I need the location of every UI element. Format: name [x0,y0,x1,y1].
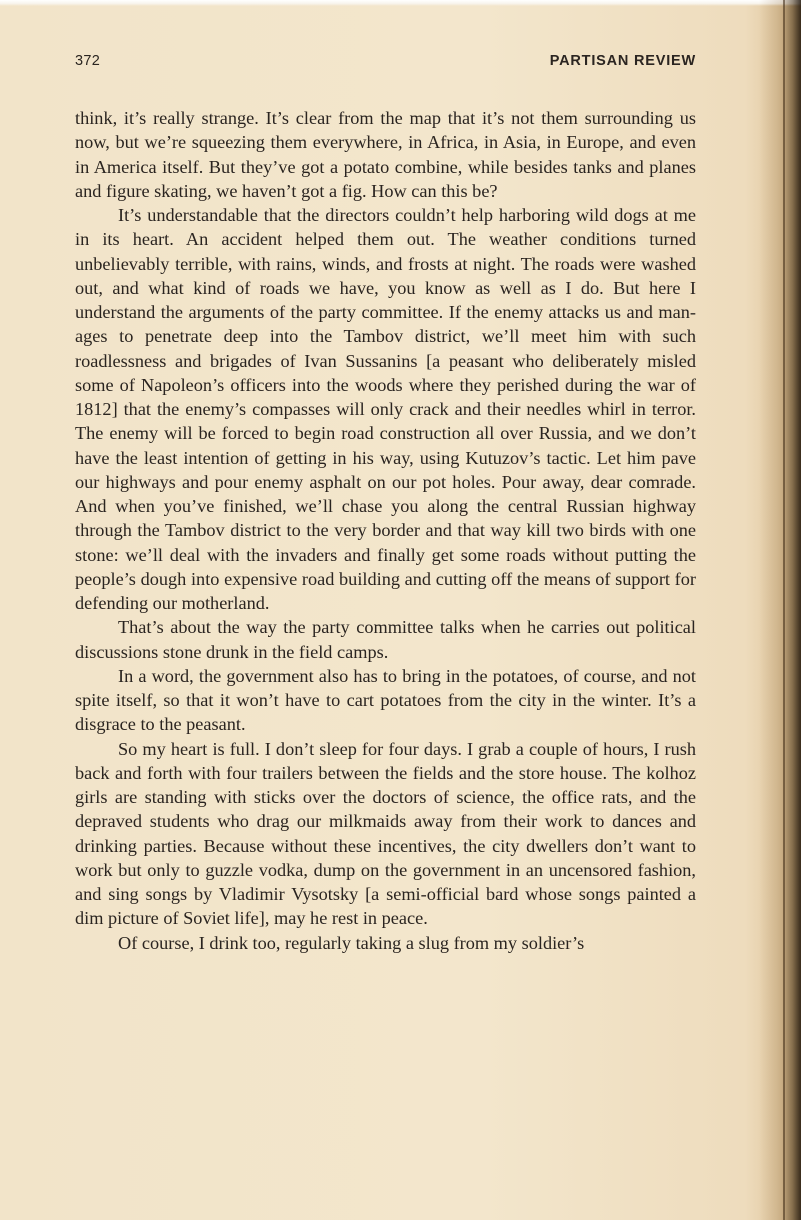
paragraph: It’s understandable that the directors couldn’t help harboring wild dogs at me in its heart. An accident helped them out. The weather conditions turned unbelievably terrible, with rains, winds, and frosts at night. The roads were washed out, and what kind of roads we have, you know as well as I do. But here I understand the arguments of the party committee. If the enemy attacks us and manages to penetrate deep into the Tambov district, we’ll meet him with such roadlessness and brigades of Ivan Sussanins [a peasant who deliberately misled some of Napoleon’s officers into the woods where they perished during the war of 1812] that the enemy’s compasses will only crack and their needles whirl in terror. The enemy will be forced to begin road construction all over Russia, and we don’t have the least intention of getting in his way, using Kutuzov’s tactic. Let him pave our highways and pour enemy asphalt on our pot holes. Pour away, dear comrade. And when you’ve finished, we’ll chase you along the central Russian highway through the Tambov district to the very border and that way kill two birds with one stone: we’ll deal with the invaders and finally get some roads without putting the people’s dough into expensive road building and cutting off the means of support for defending our motherland. [75,205,696,613]
paragraph: So my heart is full. I don’t sleep for four days. I grab a couple of hours, I rush back and forth with four trailers between the fields and the store house. The kolhoz girls are standing with sticks over the doctors of science, the office rats, and the depraved students who drag our milkmaids away from their work to dances and drinking parties. Because without these incentives, the city dwellers don’t want to work but only to guzzle vodka, dump on the government in an uncensored fashion, and sing songs by Vladimir Vysotsky [a semi-official bard whose songs painted a dim picture of Soviet life], may he rest in peace. [75,738,696,929]
paragraph: That’s about the way the party committee talks when he carries out political discussions stone drunk in the field camps. [75,617,696,662]
paragraph: In a word, the government also has to bring in the potatoes, of course, and not spite itself, so that it won’t have to cart potatoes from the city in the winter. It’s a disgrace to the peasant. [75,665,696,735]
page-number: 372 [75,53,101,69]
body-text [75,106,696,955]
running-head: PARTISAN REVIEW [549,53,696,69]
page-top-edge [0,0,801,6]
paragraph: Of course, I drink too, regularly taking a slug from my soldier’s [118,932,585,953]
binding-shadow [759,0,801,1220]
binding-edge [783,0,785,1220]
paragraph-continued: think, it’s really strange. It’s clear from the map that it’s not them surrounding us now, but we’re squeezing them everywhere, in Africa, in Asia, in Europe, and even in America itself. But they’ve got a potato combine, while besides tanks and planes and figure skating, we haven’t got a fig. How can this be? [75,108,696,201]
page-header [75,53,696,73]
